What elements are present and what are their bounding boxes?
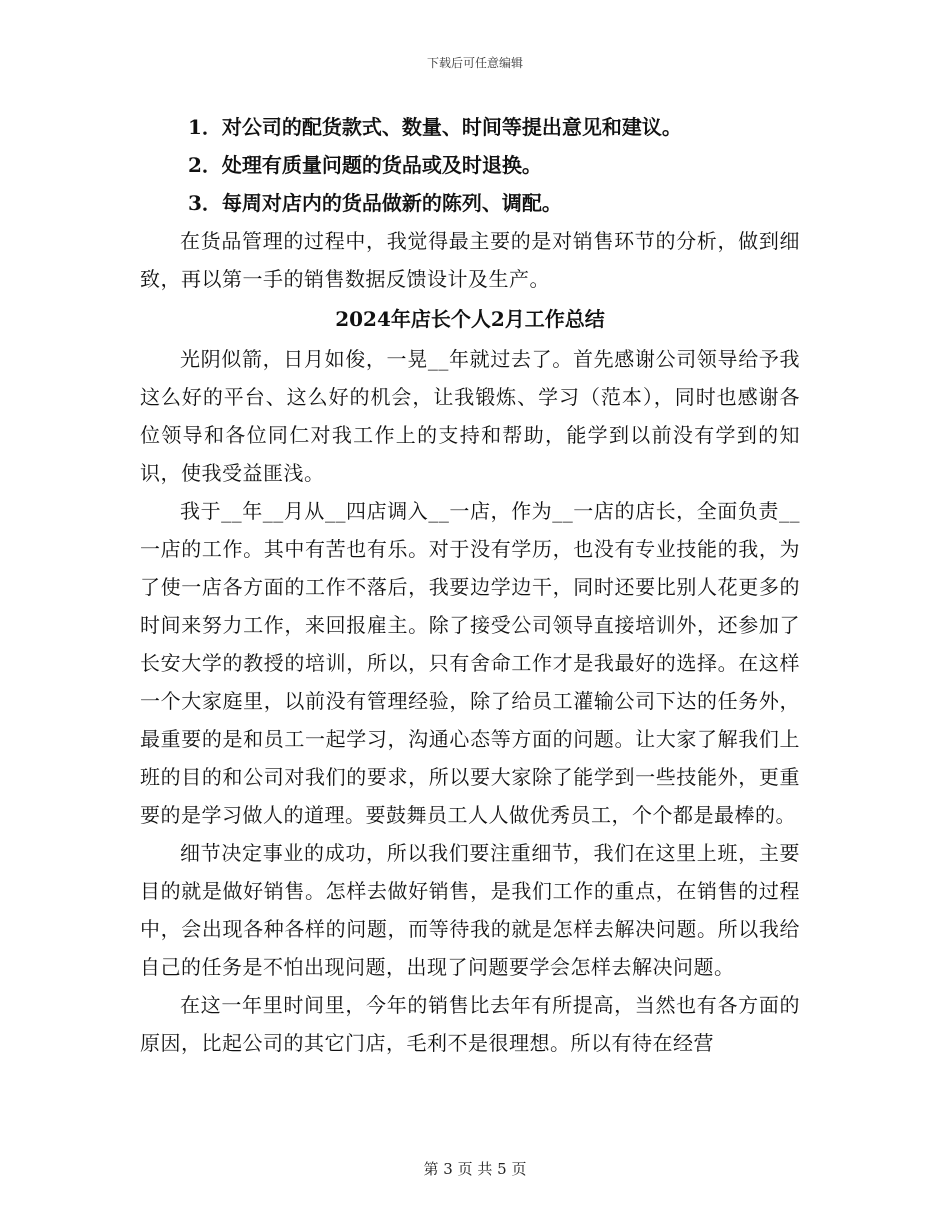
list-item: 3．每周对店内的货品做新的陈列、调配。 [188, 191, 562, 215]
header-note: 下载后可任意编辑 [426, 56, 523, 70]
body-paragraph: 在这一年里时间里，今年的销售比去年有所提高，当然也有各方面的原因，比起公司的其它门店，毛利不是很理想。所以有待在经营 [140, 993, 800, 1055]
intro-paragraph: 在货品管理的过程中，我觉得最主要的是对销售环节的分析，做到细致，再以第一手的销售数据反馈设计及生产。 [140, 229, 800, 291]
body-paragraph: 光阴似箭，日月如俊，一晃__年就过去了。首先感谢公司领导给予我这么好的平台、这么好的机会，让我锻炼、学习（范本），同时也感谢各位领导和各位同仁对我工作上的支持和帮助，能学到以前没有学到的知识，使我受益匪浅。 [140, 347, 800, 485]
body-paragraph: 细节决定事业的成功，所以我们要注重细节，我们在这里上班，主要目的就是做好销售。怎样去做好销售，是我们工作的重点，在销售的过程中，会出现各种各样的问题，而等待我的就是怎样去解决问题。所以我给自己的任务是不怕出现问题，出现了问题要学会怎样去解决问题。 [140, 841, 800, 979]
body-paragraph: 我于__年__月从__四店调入__一店，作为__一店的店长，全面负责__一店的工作。其中有苦也有乐。对于没有学历，也没有专业技能的我，为了使一店各方面的工作不落后，我要边学边干，同时还要比别人花更多的时间来努力工作，来回报雇主。除了接受公司领导直接培训外，还参加了长安大学的教授的培训，所以，只有舍命工作才是我最好的选择。在这样一个大家庭里，以前没有管理经验，除了给员工灌输公司下达的任务外，最重要的是和员工一起学习，沟通心态等方面的问题。让大家了解我们上班的目的和公司对我们的要求，所以要大家除了能学到一些技能外，更重要的是学习做人的道理。要鼓舞员工人人做优秀员工，个个都是最棒的。 [140, 499, 800, 827]
page-number: 第 3 页 共 5 页 [423, 1160, 527, 1178]
list-item: 1．对公司的配货款式、数量、时间等提出意见和建议。 [188, 115, 682, 139]
section-title: 2024年店长个人2月工作总结 [335, 307, 605, 331]
document-body [140, 108, 800, 1062]
list-item: 2．处理有质量问题的货品或及时退换。 [188, 153, 542, 177]
